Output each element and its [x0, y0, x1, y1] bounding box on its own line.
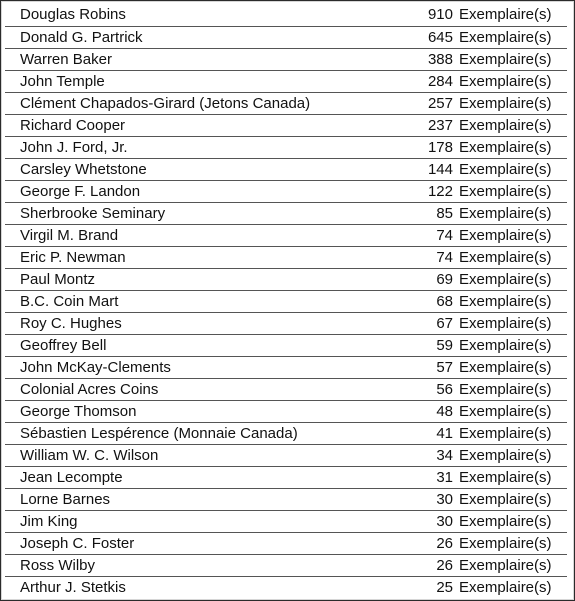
collector-name: Donald G. Partrick	[20, 28, 143, 46]
specimen-count: 67	[436, 314, 453, 332]
collector-name: Clément Chapados-Girard (Jetons Canada)	[20, 94, 311, 112]
table-row	[5, 510, 567, 532]
specimen-unit: Exemplaire(s)	[459, 358, 552, 376]
specimen-count: 257	[427, 94, 453, 112]
specimen-unit: Exemplaire(s)	[459, 314, 552, 332]
table-row	[5, 466, 567, 488]
collector-name: Douglas Robins	[20, 6, 126, 24]
specimen-unit: Exemplaire(s)	[459, 28, 552, 46]
table-row	[5, 70, 567, 92]
specimen-unit: Exemplaire(s)	[459, 204, 552, 222]
table-row	[5, 554, 567, 576]
table-row	[5, 334, 567, 356]
table-row	[5, 48, 567, 70]
collector-table-body	[5, 4, 567, 598]
collector-name: George Thomson	[20, 402, 137, 420]
specimen-unit: Exemplaire(s)	[459, 116, 552, 134]
specimen-unit: Exemplaire(s)	[459, 446, 552, 464]
table-row	[5, 246, 567, 268]
collector-name: Eric P. Newman	[20, 248, 126, 266]
specimen-unit: Exemplaire(s)	[459, 138, 552, 156]
table-row	[5, 26, 567, 48]
collector-name: Paul Montz	[20, 270, 96, 288]
specimen-count: 85	[436, 204, 453, 222]
table-row	[5, 422, 567, 444]
table-row	[5, 488, 567, 510]
specimen-count: 57	[436, 358, 453, 376]
specimen-count: 144	[427, 160, 453, 178]
specimen-unit: Exemplaire(s)	[459, 6, 552, 24]
collector-name: Warren Baker	[20, 50, 112, 68]
specimen-count: 26	[436, 556, 453, 574]
specimen-unit: Exemplaire(s)	[459, 248, 552, 266]
collector-name: John J. Ford, Jr.	[20, 138, 128, 156]
specimen-unit: Exemplaire(s)	[459, 512, 552, 530]
table-row	[5, 4, 567, 26]
table-row	[5, 356, 567, 378]
specimen-count: 31	[436, 468, 453, 486]
specimen-unit: Exemplaire(s)	[459, 72, 552, 90]
specimen-count: 25	[436, 578, 453, 596]
specimen-unit: Exemplaire(s)	[459, 402, 552, 420]
collector-name: Virgil M. Brand	[20, 226, 119, 244]
collector-name: William W. C. Wilson	[20, 446, 159, 464]
table-row	[5, 158, 567, 180]
specimen-unit: Exemplaire(s)	[459, 424, 552, 442]
table-row	[5, 378, 567, 400]
table-row	[5, 136, 567, 158]
specimen-unit: Exemplaire(s)	[459, 270, 552, 288]
specimen-unit: Exemplaire(s)	[459, 380, 552, 398]
specimen-count: 284	[427, 72, 453, 90]
specimen-count: 74	[436, 248, 453, 266]
table-row	[5, 268, 567, 290]
table-row	[5, 312, 567, 334]
collector-name: Sébastien Lespérence (Monnaie Canada)	[20, 424, 298, 442]
specimen-count: 34	[436, 446, 453, 464]
specimen-count: 645	[427, 28, 453, 46]
specimen-unit: Exemplaire(s)	[459, 468, 552, 486]
collector-name: Carsley Whetstone	[20, 160, 147, 178]
specimen-count: 48	[436, 402, 453, 420]
collector-name: Joseph C. Foster	[20, 534, 135, 552]
collector-name: Sherbrooke Seminary	[20, 204, 166, 222]
table-row	[5, 400, 567, 422]
table-row	[5, 114, 567, 136]
collector-table	[5, 4, 567, 598]
table-row	[5, 202, 567, 224]
collector-name: George F. Landon	[20, 182, 141, 200]
collector-name: Geoffrey Bell	[20, 336, 107, 354]
specimen-unit: Exemplaire(s)	[459, 50, 552, 68]
specimen-count: 68	[436, 292, 453, 310]
table-row	[5, 290, 567, 312]
specimen-count: 178	[427, 138, 453, 156]
collector-name: John McKay-Clements	[20, 358, 171, 376]
specimen-count: 237	[427, 116, 453, 134]
table-row	[5, 224, 567, 246]
specimen-count: 910	[427, 6, 453, 24]
table-row	[5, 444, 567, 466]
table-row	[5, 92, 567, 114]
specimen-count: 41	[436, 424, 453, 442]
specimen-count: 30	[436, 490, 453, 508]
specimen-unit: Exemplaire(s)	[459, 336, 552, 354]
collector-name: Richard Cooper	[20, 116, 126, 134]
specimen-unit: Exemplaire(s)	[459, 226, 552, 244]
specimen-unit: Exemplaire(s)	[459, 578, 552, 596]
collector-name: John Temple	[20, 72, 105, 90]
specimen-unit: Exemplaire(s)	[459, 490, 552, 508]
specimen-count: 26	[436, 534, 453, 552]
specimen-count: 30	[436, 512, 453, 530]
collector-name: Jean Lecompte	[20, 468, 123, 486]
specimen-count: 56	[436, 380, 453, 398]
specimen-count: 388	[427, 50, 453, 68]
specimen-count: 59	[436, 336, 453, 354]
table-row	[5, 576, 567, 598]
specimen-unit: Exemplaire(s)	[459, 160, 552, 178]
collector-name: Ross Wilby	[20, 556, 96, 574]
specimen-unit: Exemplaire(s)	[459, 556, 552, 574]
table-row	[5, 532, 567, 554]
specimen-count: 69	[436, 270, 453, 288]
specimen-unit: Exemplaire(s)	[459, 182, 552, 200]
specimen-unit: Exemplaire(s)	[459, 534, 552, 552]
collector-name: Jim King	[20, 512, 78, 530]
collector-name: B.C. Coin Mart	[20, 292, 119, 310]
specimen-count: 122	[427, 182, 453, 200]
table-row	[5, 180, 567, 202]
collector-name: Arthur J. Stetkis	[20, 578, 126, 596]
collector-name: Colonial Acres Coins	[20, 380, 159, 398]
specimen-count: 74	[436, 226, 453, 244]
collector-name: Lorne Barnes	[20, 490, 111, 508]
specimen-unit: Exemplaire(s)	[459, 292, 552, 310]
collector-name: Roy C. Hughes	[20, 314, 122, 332]
specimen-unit: Exemplaire(s)	[459, 94, 552, 112]
